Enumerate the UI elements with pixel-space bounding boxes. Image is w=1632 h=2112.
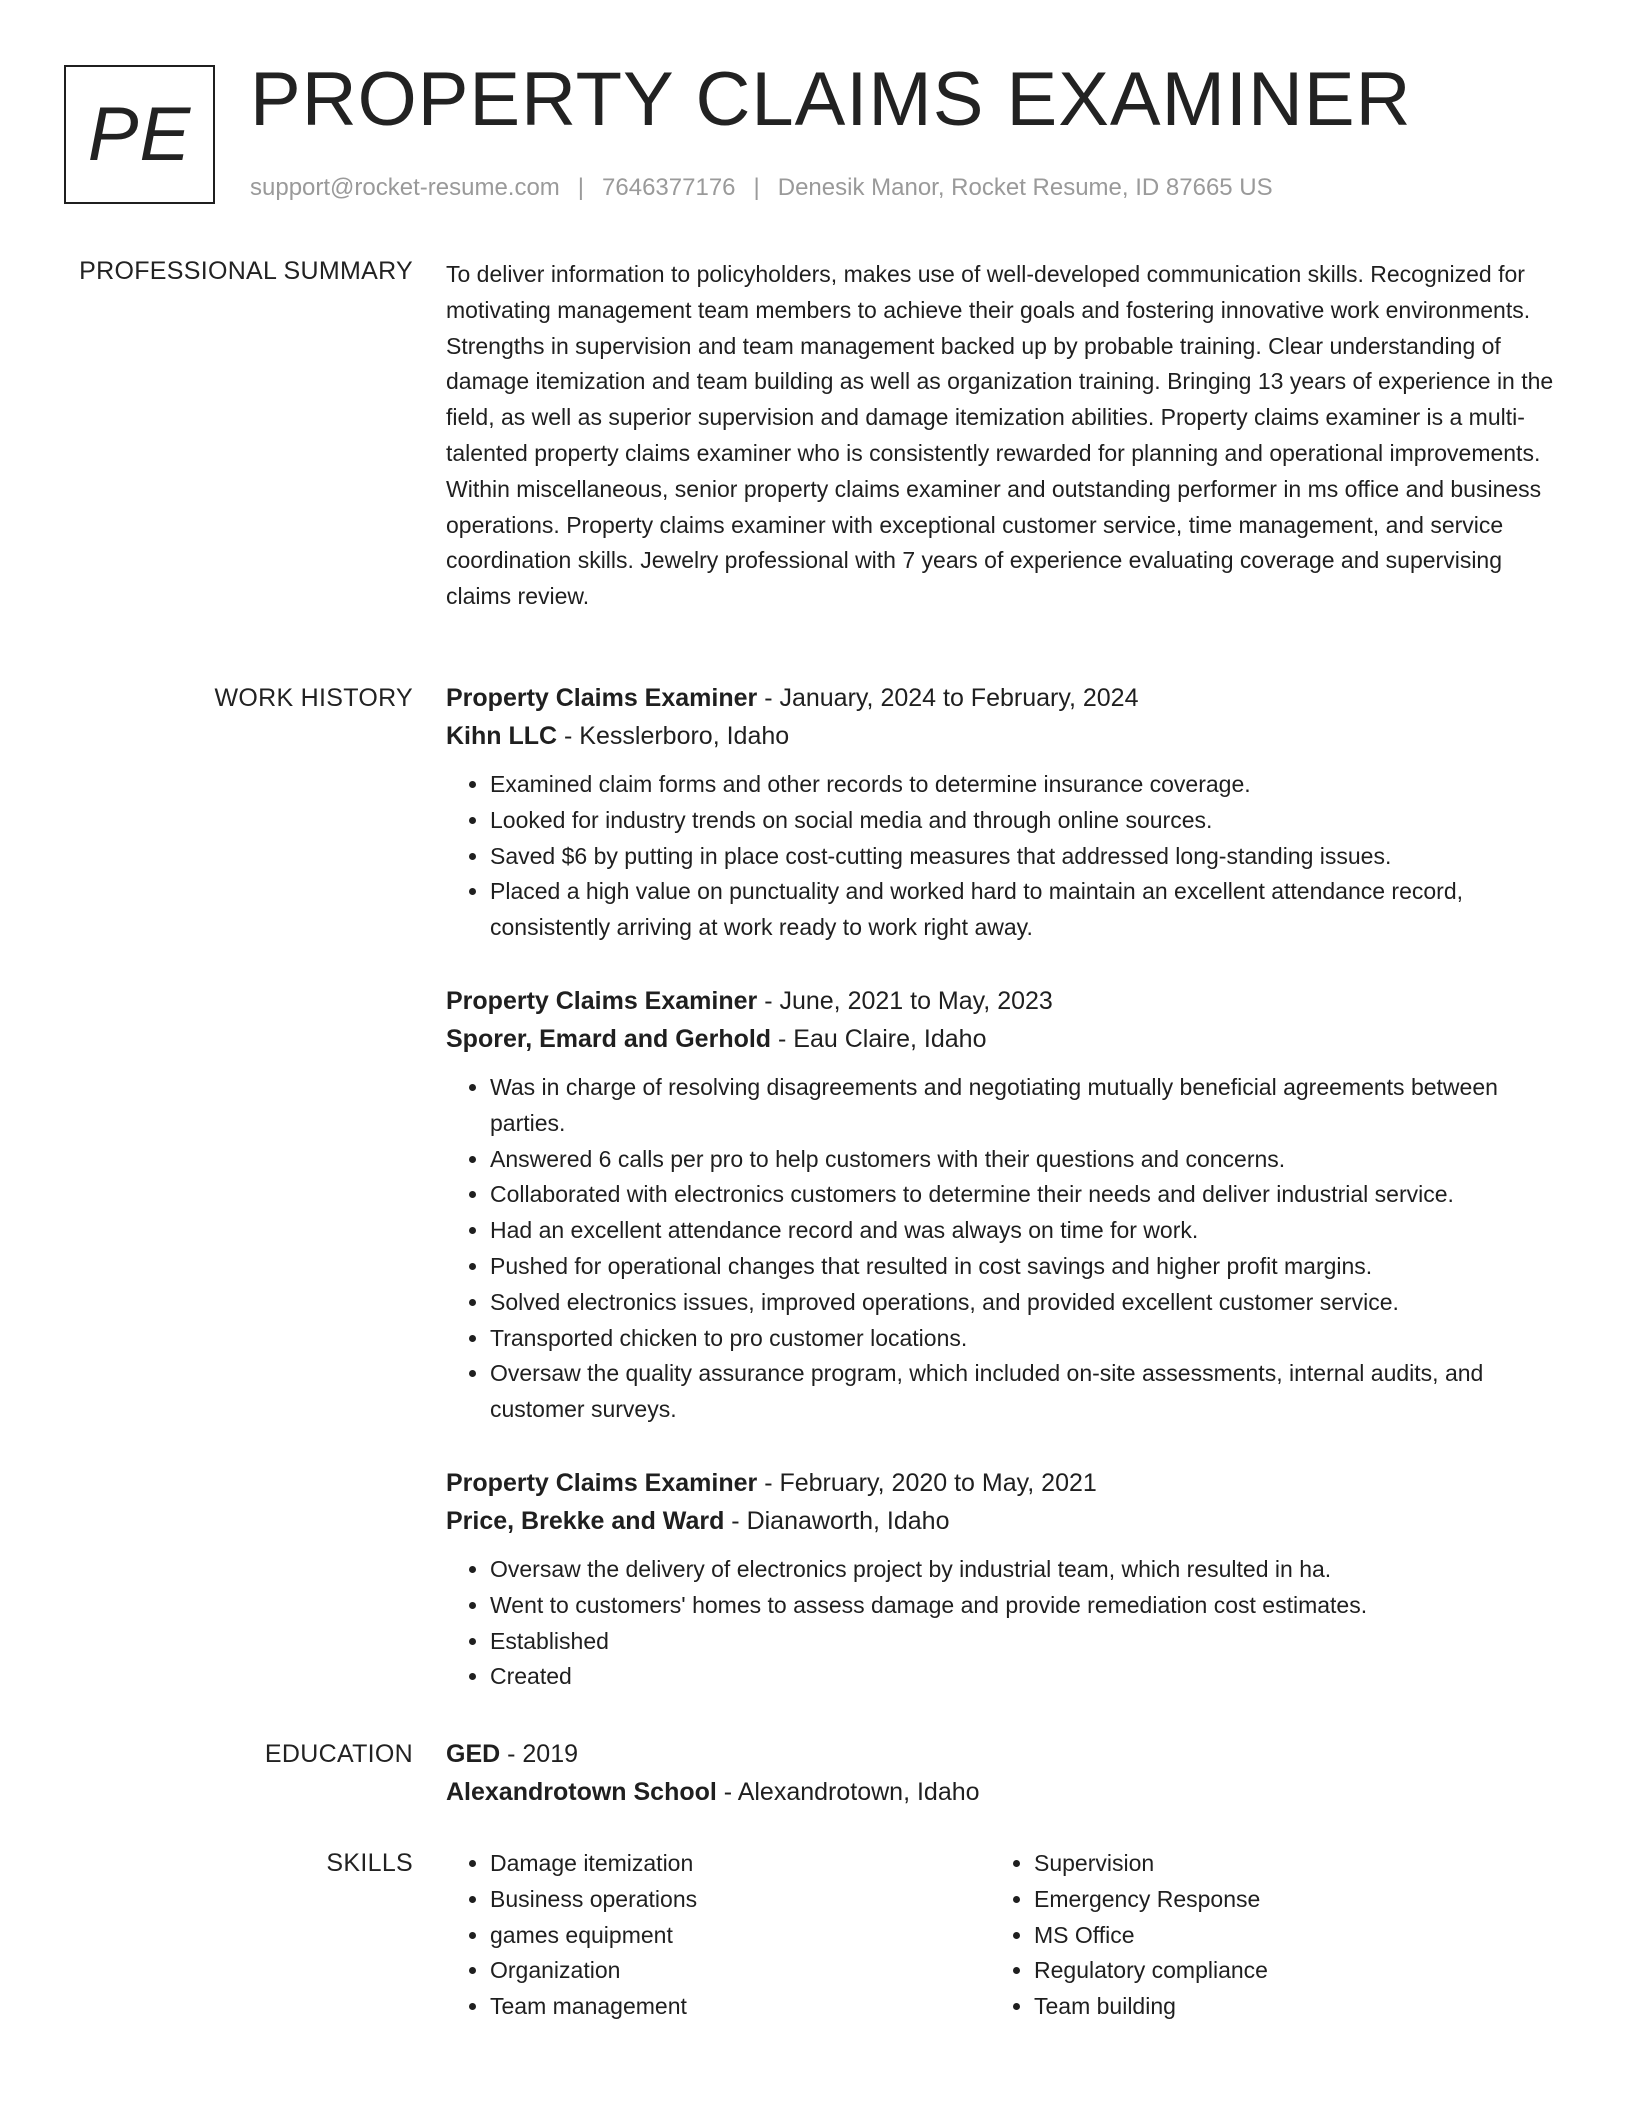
job-dates: - February, 2020 to May, 2021 [757,1468,1097,1497]
job-location: - Dianaworth, Idaho [724,1506,950,1535]
job-company-line [446,717,1556,755]
skill-item: • Emergency Response [1034,1882,1534,1918]
job-bullet-list [446,767,1556,946]
resume-title: PROPERTY CLAIMS EXAMINER [250,57,1412,142]
job-company-line [446,1502,1556,1540]
skill-item: • Business operations [490,1882,990,1918]
job-bullet: • Examined claim forms and other records to determine insurance coverage. [490,767,1556,803]
skill-item: • Organization [490,1953,990,1989]
contact-line [250,174,1273,202]
job-title-line [446,982,1556,1020]
job-bullet: • Collaborated with electronics customers to determine their needs and deliver industrial service. [490,1177,1556,1213]
summary-text: To deliver information to policyholders, makes use of well-developed communication skills. Recognized for motivating management team members to achieve their goals and fostering innovative work environments. Strengths in supervision and team management backed up by probable training. Clear understanding of damage itemization and team building as well as organization training. Bringing 13 years of experience in the field, as well as superior supervision and damage itemization abilities. Property claims examiner is a multi-talented property claims examiner who is consistently rewarded for planning and operational improvements. Within miscellaneous, senior property claims examiner and outstanding performer in ms office and business operations. Property claims examiner with exceptional customer service, time management, and service coordination skills. Jewelry professional with 7 years of experience evaluating coverage and supervising claims review. [446,261,1554,610]
contact-phone[interactable]: 7646377176 [602,174,736,201]
job-bullet: • Oversaw the quality assurance program, which included on-site assessments, internal audits, and customer surveys. [490,1356,1556,1428]
job-title: Property Claims Examiner [446,684,758,712]
education-school: Alexandrotown School [446,1778,717,1806]
job-company-line [446,1020,1556,1058]
job-entry [446,1464,1556,1695]
work-history-heading: WORK HISTORY [214,684,413,712]
monogram-logo [64,65,215,204]
job-title-line [446,1464,1556,1502]
job-bullet: • Oversaw the delivery of electronics project by industrial team, which resulted in ha. [490,1552,1556,1588]
job-bullet: • Pushed for operational changes that resulted in cost savings and higher profit margins. [490,1249,1556,1285]
job-bullet: • Was in charge of resolving disagreements and negotiating mutually beneficial agreements between parties. [490,1070,1556,1142]
skill-item: • games equipment [490,1918,990,1954]
job-title: Property Claims Examiner [446,1468,758,1497]
job-bullet: • Went to customers' homes to assess damage and provide remediation cost estimates. [490,1588,1556,1624]
job-title: Property Claims Examiner [446,986,758,1015]
skill-item: • Regulatory compliance [1034,1953,1534,1989]
job-bullet: • Solved electronics issues, improved operations, and provided excellent customer service. [490,1285,1556,1321]
skills-column-right [990,1846,1534,2025]
skills-heading: SKILLS [326,1849,413,1877]
skills-body [446,1846,1556,2025]
job-company: Kihn LLC [446,722,558,750]
job-bullet: • Had an excellent attendance record and was always on time for work. [490,1213,1556,1249]
summary-heading: PROFESSIONAL SUMMARY [79,257,413,285]
job-bullet: • Transported chicken to pro customer locations. [490,1321,1556,1357]
skill-item: • Team management [490,1989,990,2025]
skill-item: • MS Office [1034,1918,1534,1954]
contact-email[interactable]: support@rocket-resume.com [250,174,560,201]
contact-separator: | [753,174,760,201]
contact-separator: | [577,174,585,201]
skill-item: • Team building [1034,1989,1534,2025]
job-bullet: • Answered 6 calls per pro to help customers with their questions and concerns. [490,1142,1556,1178]
education-year: - 2019 [500,1740,579,1768]
monogram-initials: PE [87,92,192,177]
job-bullet: • Established [490,1624,1556,1660]
skill-item: • Supervision [1034,1846,1534,1882]
job-bullet: • Saved $6 by putting in place cost-cutting measures that addressed long-standing issues. [490,839,1556,875]
job-company: Sporer, Emard and Gerhold [446,1024,772,1053]
education-body [446,1735,1556,1811]
skills-column-left [446,1846,990,2025]
job-entry [446,679,1556,946]
work-history-body [446,679,1556,1731]
education-heading: EDUCATION [264,1740,413,1768]
job-entry [446,982,1556,1428]
job-dates: - January, 2024 to February, 2024 [757,684,1139,712]
job-company: Price, Brekke and Ward [446,1506,725,1535]
contact-address: Denesik Manor, Rocket Resume, ID 87665 US [777,174,1273,201]
job-location: - Kesslerboro, Idaho [557,722,790,750]
education-school-line [446,1773,1556,1811]
job-dates: - June, 2021 to May, 2023 [757,986,1053,1015]
job-title-line [446,679,1556,717]
education-degree-line [446,1735,1556,1773]
job-bullet: • Looked for industry trends on social media and through online sources. [490,803,1556,839]
job-bullet: • Created [490,1659,1556,1695]
job-bullet-list [446,1070,1556,1428]
job-bullet-list [446,1552,1556,1695]
education-location: - Alexandrotown, Idaho [716,1778,980,1806]
job-bullet: • Placed a high value on punctuality and worked hard to maintain an excellent attendance record, consistently arriving at work ready to work right away. [490,874,1556,946]
skills-grid [446,1846,1556,2025]
skill-item: • Damage itemization [490,1846,990,1882]
summary-body [446,257,1556,615]
education-degree: GED [446,1740,501,1768]
job-location: - Eau Claire, Idaho [771,1024,987,1053]
